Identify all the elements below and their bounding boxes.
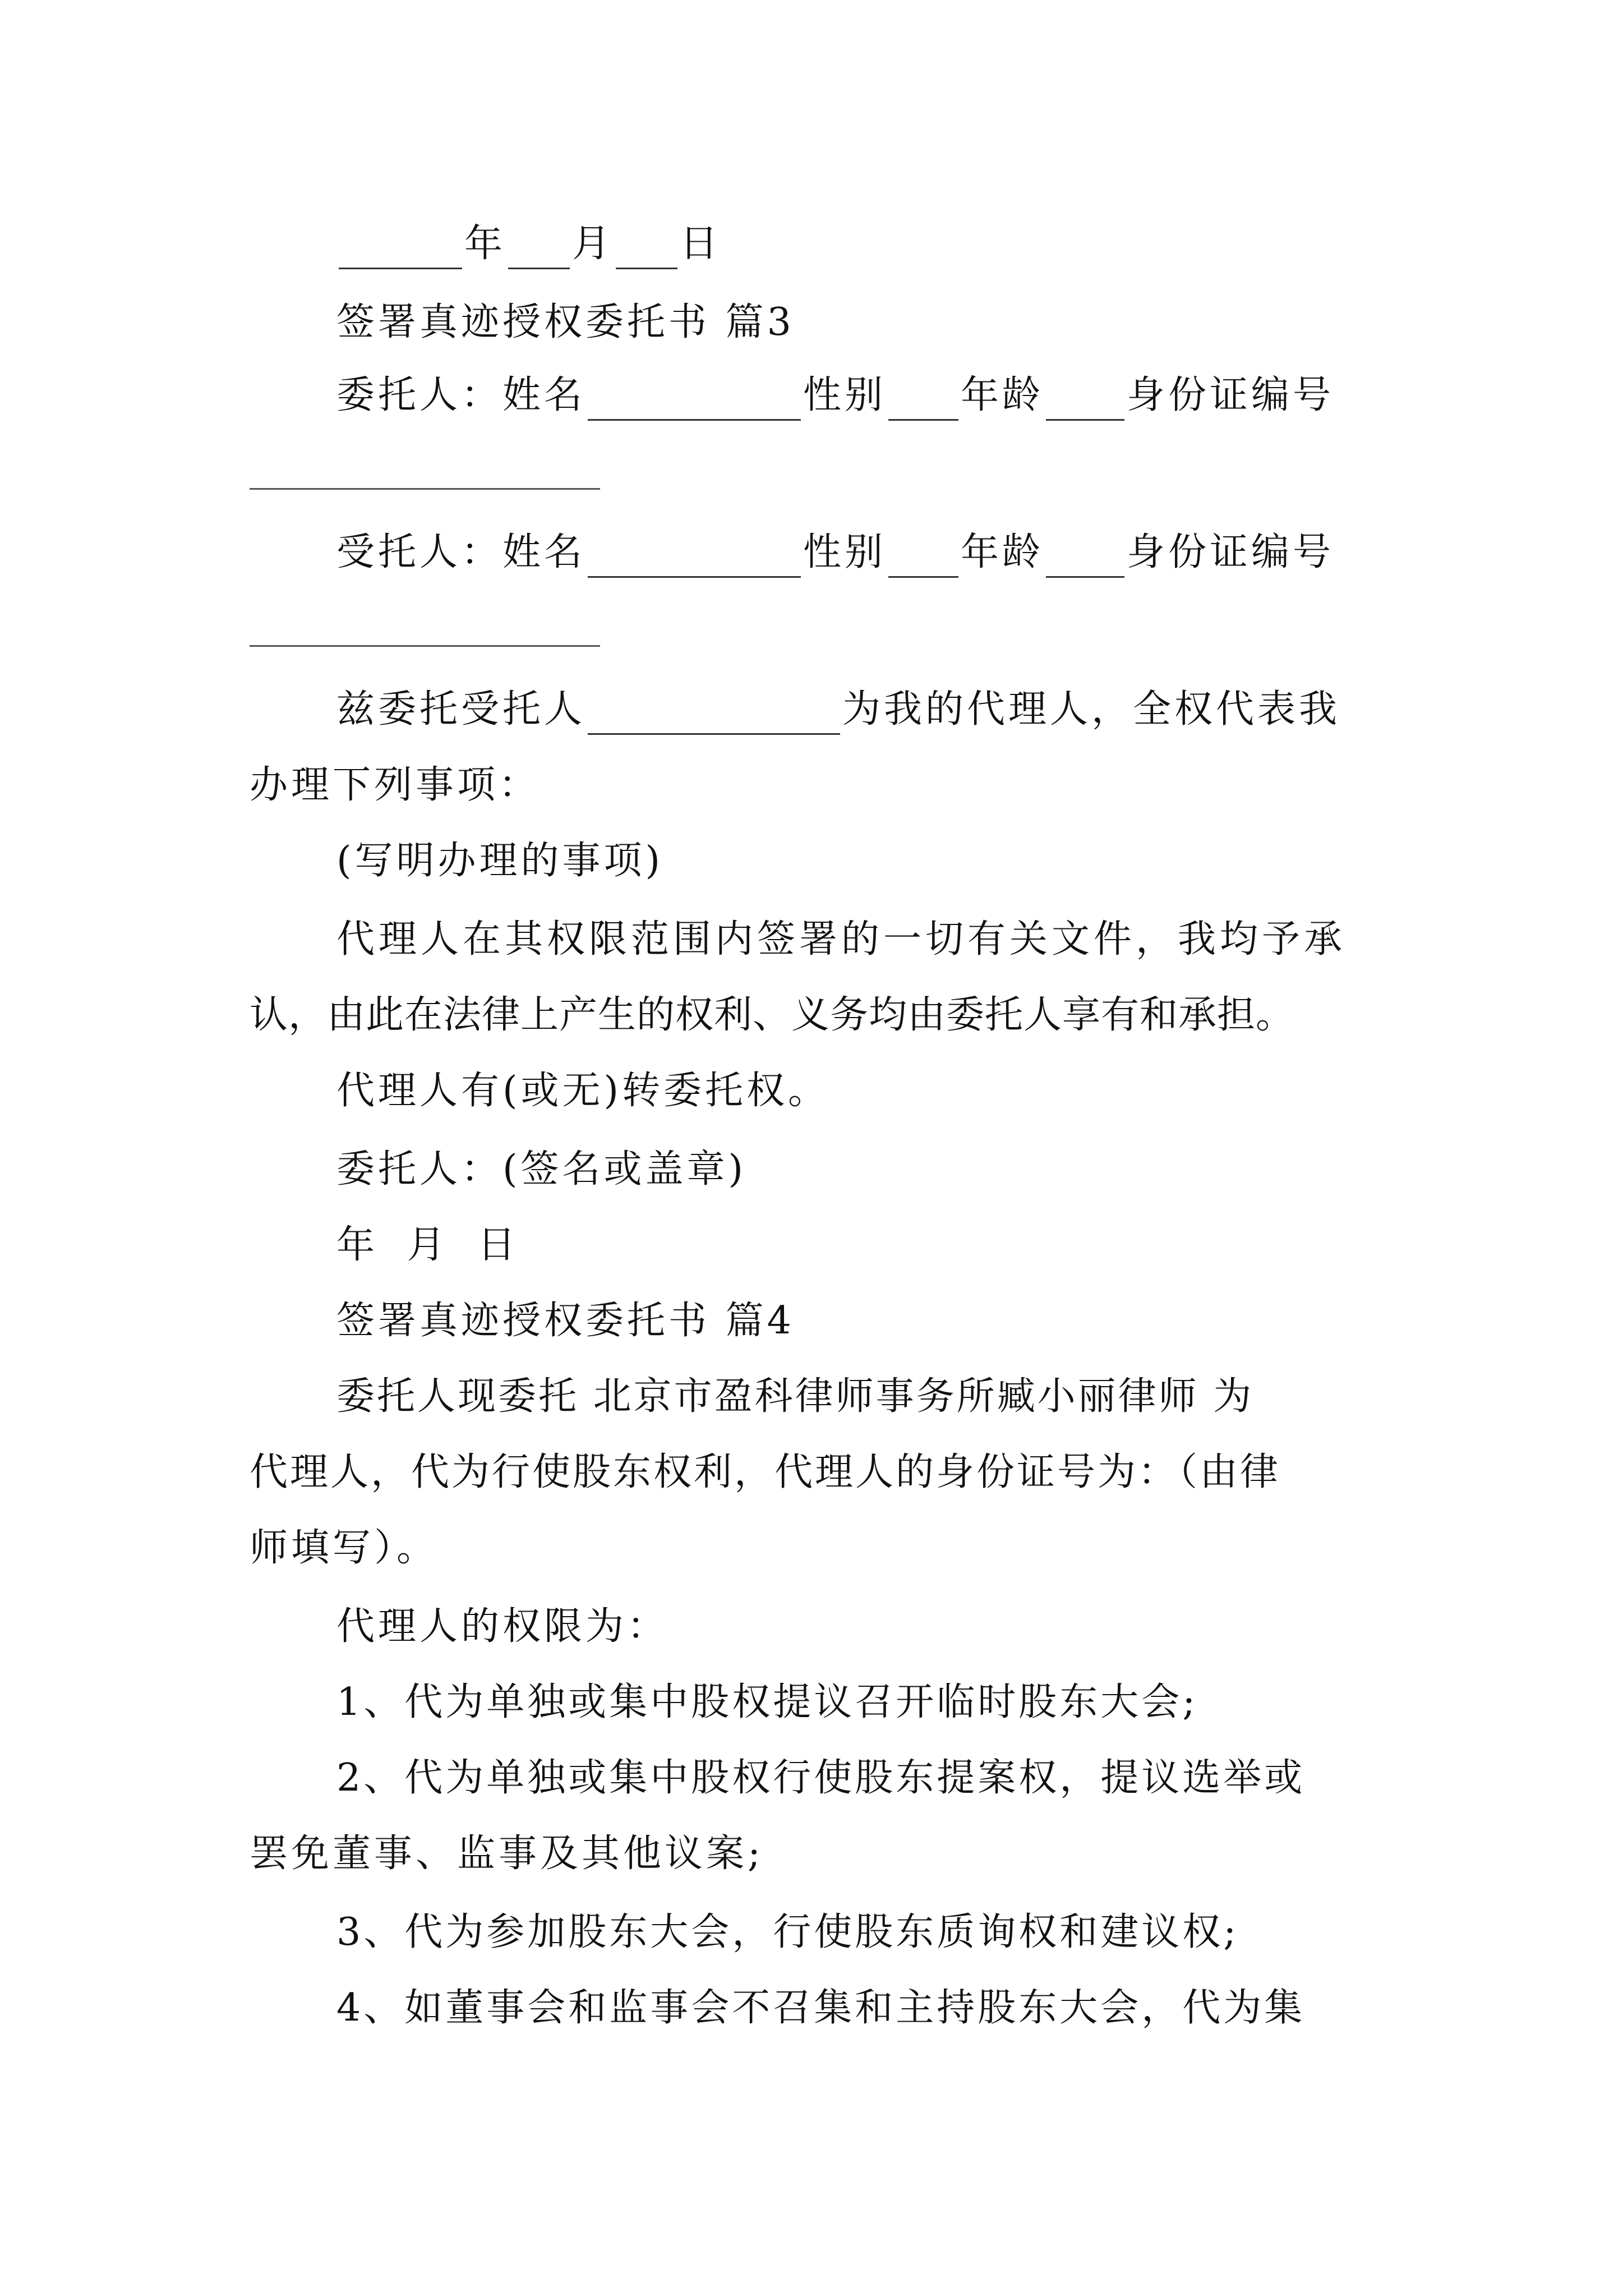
year-label: 年 [464, 222, 506, 266]
matters-line: (写明办理的事项) [336, 839, 664, 883]
agent-id-label: 身份证编号 [1127, 530, 1335, 574]
year-blank [339, 231, 462, 269]
agent-name-label: 受托人：姓名 [336, 530, 586, 574]
entrust-line-2: 办理下列事项： [250, 763, 541, 807]
entrust-line-1 [336, 684, 1340, 735]
power-item-1: 1、代为单独或集中股权提议召开临时股东大会; [336, 1680, 1198, 1724]
agent-age-label: 年龄 [961, 530, 1044, 574]
agent-gender-blank [888, 539, 958, 578]
date-line [336, 219, 721, 269]
intro-line-2: 代理人，代为行使股东权利，代理人的身份证号为：（由律 [250, 1450, 1281, 1494]
day-blank [616, 231, 677, 269]
agent-line [336, 527, 1334, 578]
section3-heading: 签署真迹授权委托书 篇3 [336, 300, 795, 344]
principal-age-blank [1046, 382, 1124, 421]
principal-name-label: 委托人：姓名 [336, 373, 586, 417]
month-blank [508, 231, 570, 269]
power-item-3: 3、代为参加股东大会，行使股东质询权和建议权; [336, 1910, 1239, 1954]
intro-line-1: 委托人现委托 北京市盈科律师事务所臧小丽律师 为 [336, 1374, 1254, 1419]
principal-id-label: 身份证编号 [1127, 373, 1335, 417]
agent-name-blank [588, 539, 801, 578]
power-item-2-line-1: 2、代为单独或集中股权行使股东提案权，提议选举或 [336, 1756, 1306, 1800]
entrust-text-b: 为我的代理人，全权代表我 [842, 687, 1341, 731]
entrust-agent-blank [588, 696, 840, 735]
principal-gender-blank [888, 382, 958, 421]
principal-gender-label: 性别 [803, 373, 887, 417]
section3-date-line: 年 月 日 [336, 1223, 526, 1267]
acknowledge-line-2: 认，由此在法律上产生的权利、义务均由委托人享有和承担。 [250, 993, 1295, 1037]
agent-id-blank [250, 645, 600, 647]
intro-line-3: 师填写）。 [250, 1526, 439, 1570]
power-item-4-line-1: 4、如董事会和监事会不召集和主持股东大会，代为集 [336, 1986, 1306, 2030]
principal-id-blank [250, 488, 600, 490]
powers-title: 代理人的权限为： [336, 1604, 669, 1649]
agent-age-blank [1046, 539, 1124, 578]
entrust-text-a: 兹委托受托人 [336, 687, 586, 731]
section4-heading: 签署真迹授权委托书 篇4 [336, 1299, 795, 1343]
acknowledge-line-1: 代理人在其权限范围内签署的一切有关文件，我均予承 [336, 917, 1347, 961]
agent-gender-label: 性别 [803, 530, 887, 574]
transfer-line: 代理人有(或无)转委托权。 [336, 1069, 830, 1113]
power-item-2-line-2: 罢免董事、监事及其他议案; [250, 1832, 764, 1876]
signature-line: 委托人：(签名或盖章) [336, 1147, 747, 1191]
principal-name-blank [588, 382, 801, 421]
day-label: 日 [680, 222, 722, 266]
principal-age-label: 年龄 [961, 373, 1044, 417]
principal-line [336, 370, 1334, 421]
month-label: 月 [572, 222, 614, 266]
